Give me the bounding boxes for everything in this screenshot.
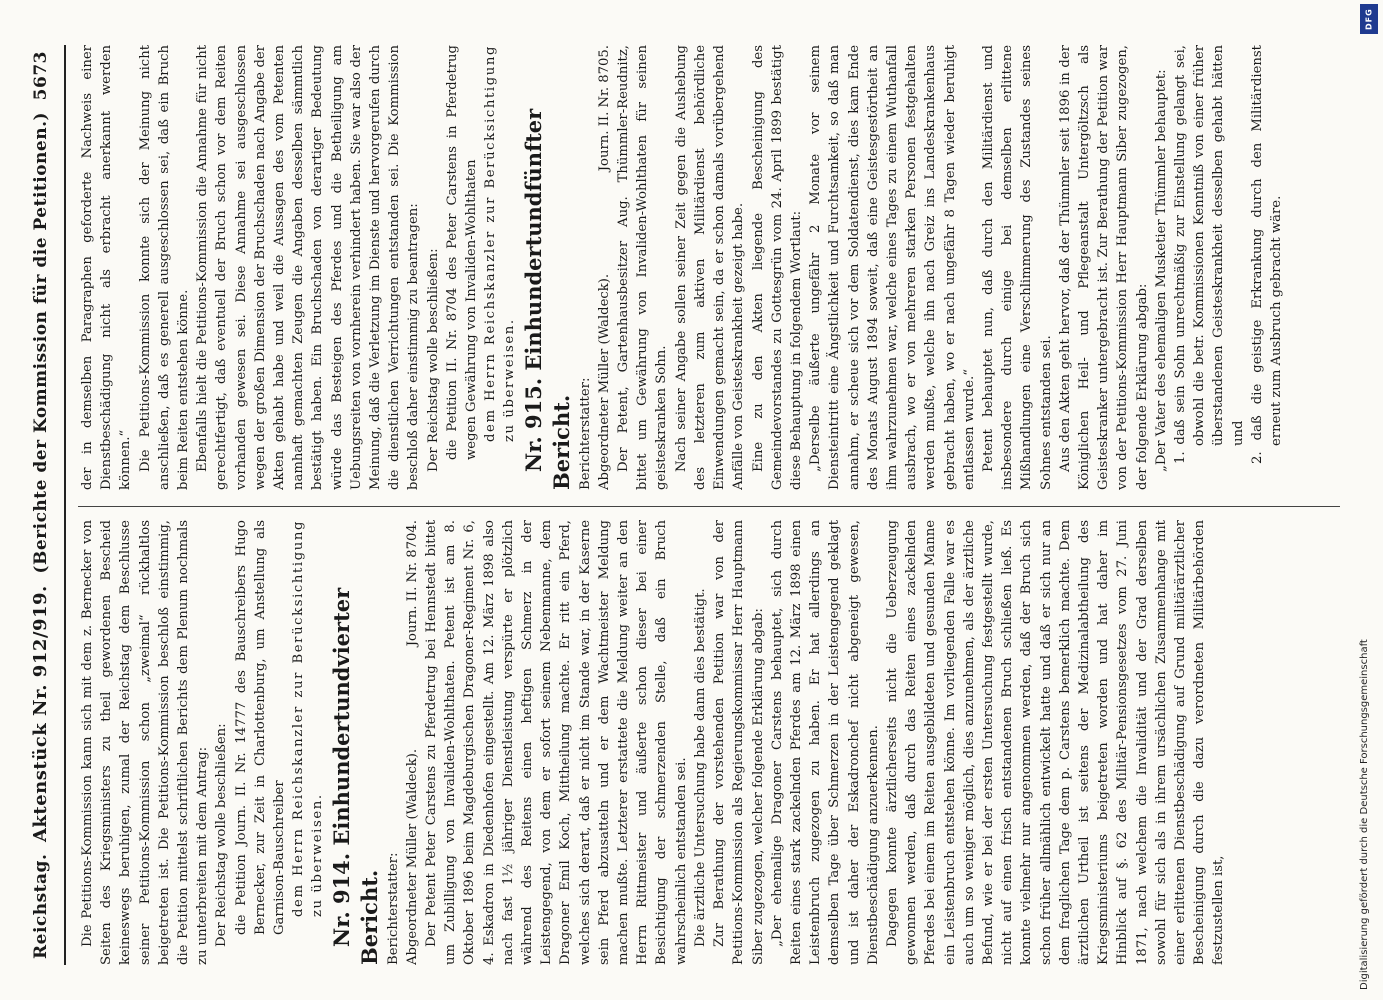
journal-number: Journ. II. Nr. 8705.	[596, 45, 612, 172]
list-item: 1. daß sein Sohn unrechtmäßig zur Einstellung gelangt sei, obwohl die betr. Kommissionen Kenntniß von einer früher überstandenen Geisteskrankheit desselben gehabt hätten und	[1172, 45, 1246, 464]
left-column	[78, 520, 1340, 965]
reporter-label: Berichterstatter:	[385, 852, 401, 965]
referral-line: dem Herrn Reichskanzler zur Berücksichtigung zu überweisen.	[483, 45, 518, 442]
column-divider	[78, 506, 1340, 507]
numbered-list	[1171, 45, 1286, 490]
paragraph: Die Petitions-Kommission kann sich mit dem z. Bernecker von Seiten des Kriegsministers zu theil gewordenen Bescheid keineswegs beruhigen, zumal der Reichstag dem Beschlusse seiner Petitions-Kommission schon „zweimal“ rückhaltlos beigetreten ist. Die Petitions-Kommission beschloß einstimmig, die Petition mittelst schriftlichen Berichts dem Plenum nochmals zu unterbreiten mit dem Antrag:	[80, 520, 211, 965]
journal-number: Journ. II. Nr. 8704.	[404, 520, 420, 647]
paragraph: Zur Berathung der vorstehenden Petition war von der Petitions-Kommission als Regierungskommissar Herr Hauptmann Siber zugezogen, welcher folgende Erklärung abgab:	[712, 520, 766, 965]
paragraph: Nach seiner Angabe sollen seiner Zeit gegen die Aushebung des letzteren zum aktiven Militärdienst behördliche Einwendungen gemacht sein, da er schon damals vorübergehend Anfälle von Geisteskrankheit gezeigt habe.	[673, 45, 747, 490]
petition-item: die Petition II. Nr. 8704 des Peter Carstens in Pferdetrug wegen Gewährung von Invaliden-Wohlthaten	[444, 45, 480, 460]
paragraph: Der Reichstag wolle beschließen:	[425, 248, 441, 472]
paragraph: Die ärztliche Untersuchung habe dann dies bestätigt.	[692, 588, 708, 947]
referral-line: dem Herrn Reichskanzler zur Berücksichtigung zu überweisen.	[291, 520, 326, 917]
petition-item: die Petition Journ. II. Nr. 14777 des Bauschreibers Hugo Bernecker, zur Zeit in Charlottenburg, um Anstellung als Garnison-Bauschreiber	[233, 520, 288, 935]
page-number: 5673	[31, 51, 51, 101]
two-column-body	[78, 45, 1340, 965]
paragraph: „Der Vater des ehemaligen Musketier Thümmler behauptet:	[1153, 69, 1169, 472]
page-header	[30, 45, 66, 965]
header-section-title: (Berichte der Kommission für die Petitionen.)	[31, 111, 51, 574]
paragraph: Der Reichstag wolle beschließen:	[214, 723, 230, 947]
dfg-logo: DFG	[1360, 4, 1378, 34]
paragraph: Eine zu den Akten liegende Bescheinigung des Gemeindevorstandes zu Gottesgrün vom 24. April 1899 bestätigt diese Behauptung in folgendem Wortlaut:	[750, 45, 804, 490]
reporter-row	[403, 520, 422, 965]
paragraph: der in demselben Paragraphen geforderte Nachweis einer Dienstbeschädigung nicht als erbracht anerkannt werden können.“	[80, 45, 134, 490]
digitization-note: Digitalisierung gefördert durch die Deutsche Forschungsgemeinschaft	[1359, 639, 1370, 990]
header-left: Reichstag.	[31, 853, 51, 959]
paragraph: Petent behauptet nun, daß durch den Militärdienst und insbesondere durch einige bei demselben erlittene Mißhandlungen eine Verschlimmerung des Zustandes seines Sohnes entstanden sei.	[980, 45, 1054, 490]
paragraph: „Der ehemalige Dragoner Carstens behauptet, sich durch Reiten eines stark zackelnden Pferdes am 12. März 1898 einen Leistenbruch zugezogen zu haben. Er hat allerdings an demselben Tage über Schmerzen in der Leistengegend geklagt und ist daher der Eskadronchef nicht abgeneigt gewesen, Dienstbeschädigung anzuerkennen.	[769, 520, 881, 965]
rotated-document-page	[30, 35, 1350, 975]
reporter-name: Abgeordneter Müller (Waldeck).	[596, 273, 612, 490]
paragraph: Aus den Akten geht hervor, daß der Thümmler seit 1896 in der Königlichen Heil- und Pflegeanstalt Untergöltzsch als Geisteskranker untergebracht ist. Zur Berathung der Petition war von der Petitions-Kommission Herr Hauptmann Siber zugezogen, der folgende Erklärung abgab:	[1057, 45, 1150, 490]
section-title: Nr. 915. Einhundertundfünfter Bericht.	[520, 108, 574, 490]
section-title: Nr. 914. Einhundertundvierter Bericht.	[328, 587, 382, 965]
list-item: 2. daß die geistige Erkrankung durch den Militärdienst erneut zum Ausbruch gebracht wäre.	[1249, 45, 1284, 464]
paragraph: „Derselbe äußerte ungefähr 2 Monate vor seinem Diensteintritt eine Ängstlichkeit und Furchtsamkeit, so daß man annahm, er scheue sich vor dem Soldatendienst, dies kam Ende des Monats August 1894 soweit, daß eine Geistesgestörtheit an ihm wahrzunehmen war, welche eines Tages zu einem Wuthanfall ausbrach, wo er von mehreren starken Personen festgehalten werden mußte, welche ihn nach Greiz ins Landeskrankenhaus gebracht haben, wo er nach ungefähr 8 Tagen wieder beruhigt entlassen wurde.“	[808, 45, 977, 490]
paragraph: Der Petent Peter Carstens zu Pferdetrug bei Hennstedt bittet um Zubilligung von Invaliden-Wohlthaten. Petent ist am 8. Oktober 1896 beim Magdeburgischen Dragoner-Regiment Nr. 6, 4. Eskadron in Diedenhofen eingestellt. Am 12. März 1898 also nach fast 1½ jähriger Dienstleistung verspürte er plötzlich während des Reitens einen heftigen Schmerz in der Leistengegend, von dem er sofort seinem Nebenmanne, dem Dragoner Emil Koch, Mittheilung machte. Er ritt ein Pferd, welches sich derart, daß er nicht im Stande war, in der Kaserne sein Pferd abzusatteln und er dem Wachtmeister Meldung machen mußte. Letzterer erstattete die Meldung weiter an den Herrn Rittmeister und äußerte schon dieser bei einer Besichtigung der schmerzenden Stelle, daß ein Bruch wahrscheinlich entstanden sei.	[424, 520, 689, 965]
paragraph: Dagegen konnte ärztlicherseits nicht die Ueberzeugung gewonnen werden, daß durch das Reiten eines zackelnden Pferdes bei einem im Reiten ausgebildeten und gesunden Manne ein Leistenbruch entstehen könne. Im vorliegenden Falle war es auch um so weniger möglich, dies anzunehmen, als der ärztliche Befund, wie er bei der ersten Untersuchung festgestellt wurde, nicht auf einen frisch entstandenen Bruch schließen ließ. Es konnte vielmehr nur angenommen werden, daß der Bruch sich schon früher allmählich entwickelt hatte und daß er sich nur an dem fraglichen Tage dem p. Carstens bemerklich machte. Dem ärztlichen Urtheil ist seitens der Medizinalabtheilung des Kriegsministeriums beigetreten worden und hat daher im Hinblick auf §. 62 des Militär-Pensionsgesetzes vom 27. Juni 1871, nach welchem die Invalidität und der Grad derselben sowohl für sich als in ihrem ursächlichen Zusammenhange mit einer erlittenen Dienstbeschädigung auf Grund militärärztlicher Bescheinigung durch die dazu verordneten Militärbehörden festzustellen ist,	[884, 520, 1227, 965]
paragraph: Der Petent, Gartenhausbesitzer Aug. Thümmler-Reudnitz, bittet um Gewährung von Invaliden-Wohlthaten für seinen geisteskranken Sohn.	[616, 45, 670, 490]
header-document-number: Aktenstück Nr. 912/919.	[30, 585, 51, 843]
right-column	[78, 45, 1340, 490]
reporter-name: Abgeordneter Müller (Waldeck).	[404, 748, 420, 965]
reporter-label: Berichterstatter:	[577, 377, 593, 490]
paragraph: Die Petitions-Kommission konnte sich der Meinung nicht anschließen, daß es generell ausgeschlossen sei, daß ein Bruch beim Reiten entstehen könne.	[137, 45, 192, 490]
reporter-row	[595, 45, 614, 490]
paragraph: Ebenfalls hielt die Petitions-Kommission die Annahme für nicht gerechtfertigt, daß eventuell der Bruch schon vor dem Reiten vorhanden gewesen sei. Diese Annahme sei ausgeschlossen wegen der großen Dimension der Bruchschaden nach Angabe der Akten gehabt habe und weil die Aussagen des vom Petenten namhaft gemachten Zeugen die Angaben desselben sämmtlich bestätigt haben. Ein Bruchschaden von derartiger Bedeutung würde das Besteigen des Pferdes und die Betheiligung am Uebungsreiten von vornherein verhindert haben. Sie war also der Meinung, daß die Verletzung im Dienste und hervorgerufen durch die dienstlichen Verrichtungen entstanden sei. Die Kommission beschloß daher einstimmig zu beantragen:	[195, 45, 422, 490]
